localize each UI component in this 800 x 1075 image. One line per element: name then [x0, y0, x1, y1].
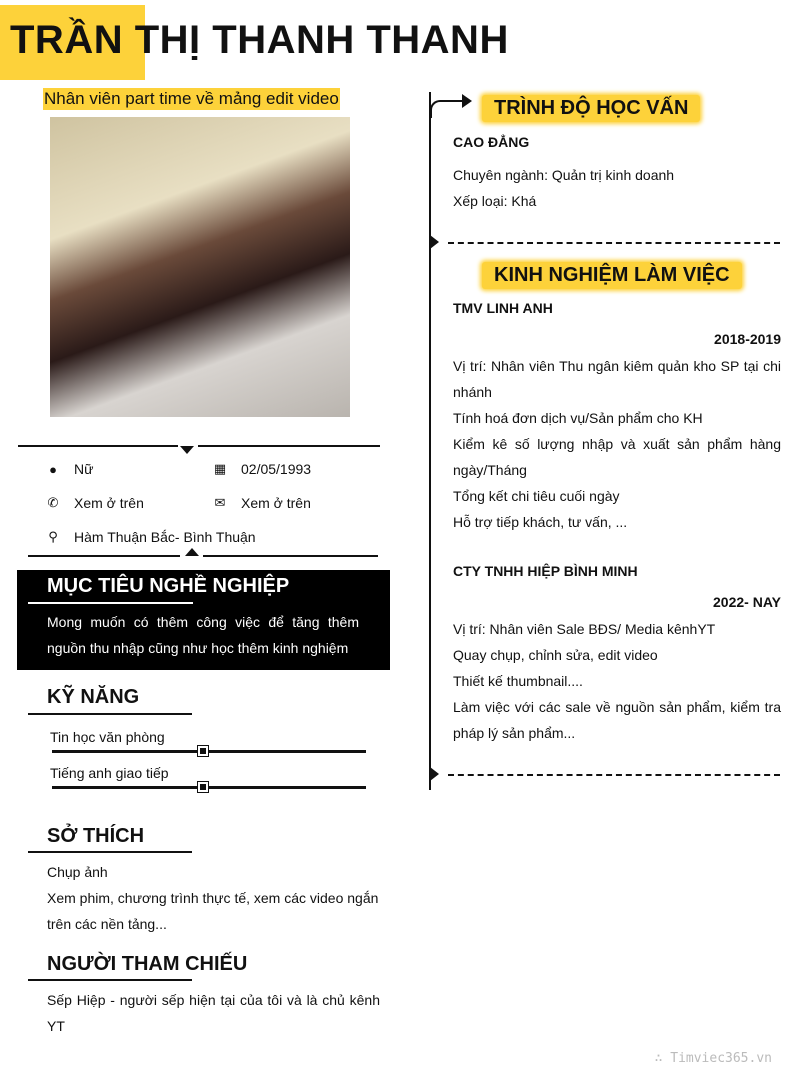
contact-phone — [46, 495, 144, 511]
divider — [28, 713, 192, 715]
contact-address — [46, 529, 256, 545]
timeline-marker — [430, 767, 439, 781]
contact-dob — [213, 461, 311, 477]
user-icon: ● — [49, 461, 57, 477]
skill-name: Tiếng anh giao tiếp — [50, 765, 169, 781]
profile-photo — [50, 117, 350, 417]
job-detail: Vị trí: Nhân viên Thu ngân kiêm quản kho SP tại chi nhánh — [453, 358, 781, 400]
skill-level-marker — [198, 746, 208, 756]
dashed-divider — [448, 774, 780, 776]
phone-value: Xem ở trên — [74, 495, 144, 511]
hobby-item: Chụp ảnh — [47, 864, 108, 880]
timeline-line — [429, 92, 431, 790]
candidate-name: TRẦN THỊ THANH THANH — [10, 18, 509, 62]
map-marker-icon: ⚲ — [48, 529, 58, 544]
arrow-right-icon — [462, 94, 472, 108]
phone-icon: ✆ — [47, 495, 59, 510]
company-name: CTY TNHH HIỆP BÌNH MINH — [453, 563, 638, 579]
divider — [28, 851, 192, 853]
divider — [28, 602, 193, 604]
grade: Xếp loại: Khá — [453, 193, 537, 209]
divider — [18, 445, 178, 447]
job-period: 2022- NAY — [713, 594, 781, 610]
objective-section — [17, 570, 390, 670]
calendar-icon: ▦ — [213, 461, 227, 476]
skill-level-marker — [198, 782, 208, 792]
skill-bar — [52, 786, 366, 789]
divider — [198, 445, 380, 447]
skill-bar — [52, 750, 366, 753]
section-title: TRÌNH ĐỘ HỌC VẤN — [482, 95, 700, 122]
job-period: 2018-2019 — [714, 331, 781, 347]
email-value: Xem ở trên — [241, 495, 311, 511]
job-detail: Quay chụp, chỉnh sửa, edit video — [453, 647, 658, 663]
desired-position: Nhân viên part time về mảng edit video — [44, 89, 339, 108]
section-title: KỸ NĂNG — [47, 686, 140, 708]
contact-gender — [46, 461, 93, 477]
job-detail: Kiểm kê số lượng nhập và xuất sản phẩm hàng ngày/Tháng — [453, 436, 781, 478]
job-detail: Tính hoá đơn dịch vụ/Sản phẩm cho KH — [453, 410, 703, 426]
gender-value: Nữ — [74, 461, 94, 477]
divider — [203, 555, 378, 557]
triangle-up-icon — [185, 548, 199, 556]
envelope-icon: ✉ — [214, 495, 226, 510]
divider — [28, 555, 180, 557]
objective-text: Mong muốn có thêm công việc để tăng thêm nguồn thu nhập cũng như học thêm kinh nghiệm — [47, 614, 359, 656]
section-title: SỞ THÍCH — [47, 825, 145, 847]
skill-name: Tin học văn phòng — [50, 729, 165, 745]
watermark: ∴ Timviec365.vn — [654, 1051, 772, 1066]
triangle-down-icon — [180, 446, 194, 454]
dob-value: 02/05/1993 — [241, 461, 312, 477]
section-title: NGƯỜI THAM CHIẾU — [47, 953, 248, 975]
school-name: CAO ĐẲNG — [453, 134, 530, 150]
company-name: TMV LINH ANH — [453, 300, 553, 316]
dashed-divider — [448, 242, 780, 244]
major: Chuyên ngành: Quản trị kinh doanh — [453, 167, 675, 183]
address-value: Hàm Thuận Bắc- Bình Thuận — [74, 529, 256, 545]
section-title: KINH NGHIỆM LÀM VIỆC — [482, 262, 742, 289]
contact-email — [213, 495, 311, 511]
job-detail: Hỗ trợ tiếp khách, tư vấn, ... — [453, 514, 628, 530]
section-title: MỤC TIÊU NGHỀ NGHIỆP — [47, 575, 290, 597]
timeline-arrow — [430, 100, 464, 118]
job-detail: Tổng kết chi tiêu cuối ngày — [453, 488, 620, 504]
job-detail: Vị trí: Nhân viên Sale BĐS/ Media kênhYT — [453, 621, 716, 637]
job-detail: Thiết kế thumbnail.... — [453, 673, 583, 689]
divider — [28, 979, 192, 981]
job-detail: Làm việc với các sale về nguồn sản phẩm, kiểm tra pháp lý sản phẩm... — [453, 699, 781, 741]
timeline-marker — [430, 235, 439, 249]
hobby-item: Xem phim, chương trình thực tế, xem các video ngắn trên các nền tảng... — [47, 890, 379, 932]
reference-text: Sếp Hiệp - người sếp hiện tại của tôi và là chủ kênh YT — [47, 992, 380, 1034]
